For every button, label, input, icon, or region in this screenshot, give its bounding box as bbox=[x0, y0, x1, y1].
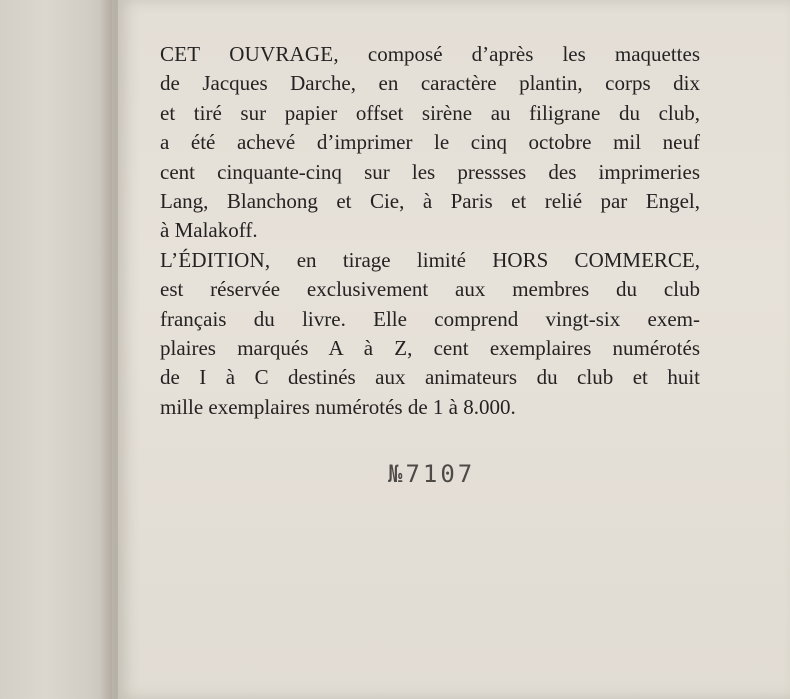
colophon-line: Lang, Blanchong et Cie, à Paris et relié par Engel, bbox=[160, 188, 700, 213]
colophon-line: et tiré sur papier offset sirène au filigrane du club, bbox=[160, 100, 700, 125]
colophon-line: a été achevé d’imprimer le cinq octobre mil neuf bbox=[160, 130, 700, 155]
left-page bbox=[0, 0, 112, 699]
colophon-line: de Jacques Darche, en caractère plantin, corps dix bbox=[160, 71, 700, 96]
colophon-line: cent cinquante-cinq sur les pressses des imprimeries bbox=[160, 159, 700, 184]
colophon-lead-caps: CET OUVRAGE, bbox=[160, 42, 339, 66]
colophon-text bbox=[160, 40, 700, 422]
edition-line: est réservée exclusivement aux membres du club bbox=[160, 277, 700, 302]
edition-line: plaires marqués A à Z, cent exemplaires numérotés bbox=[160, 335, 700, 360]
colophon-line: CET OUVRAGE, composé d’après les maquettes bbox=[160, 42, 700, 66]
edition-line: L’ÉDITION, en tirage limité HORS COMMERCE, bbox=[160, 247, 700, 272]
edition-lead-caps: L’ÉDITION, bbox=[160, 247, 271, 272]
edition-line: français du livre. Elle comprend vingt-six exem- bbox=[160, 306, 700, 331]
copy-number-stamp: №7107 bbox=[388, 460, 476, 488]
colophon-line: à Malakoff. bbox=[160, 218, 258, 243]
edition-line: mille exemplaires numérotés de 1 à 8.000. bbox=[160, 394, 516, 419]
edition-line: de I à C destinés aux animateurs du club et huit bbox=[160, 365, 700, 390]
